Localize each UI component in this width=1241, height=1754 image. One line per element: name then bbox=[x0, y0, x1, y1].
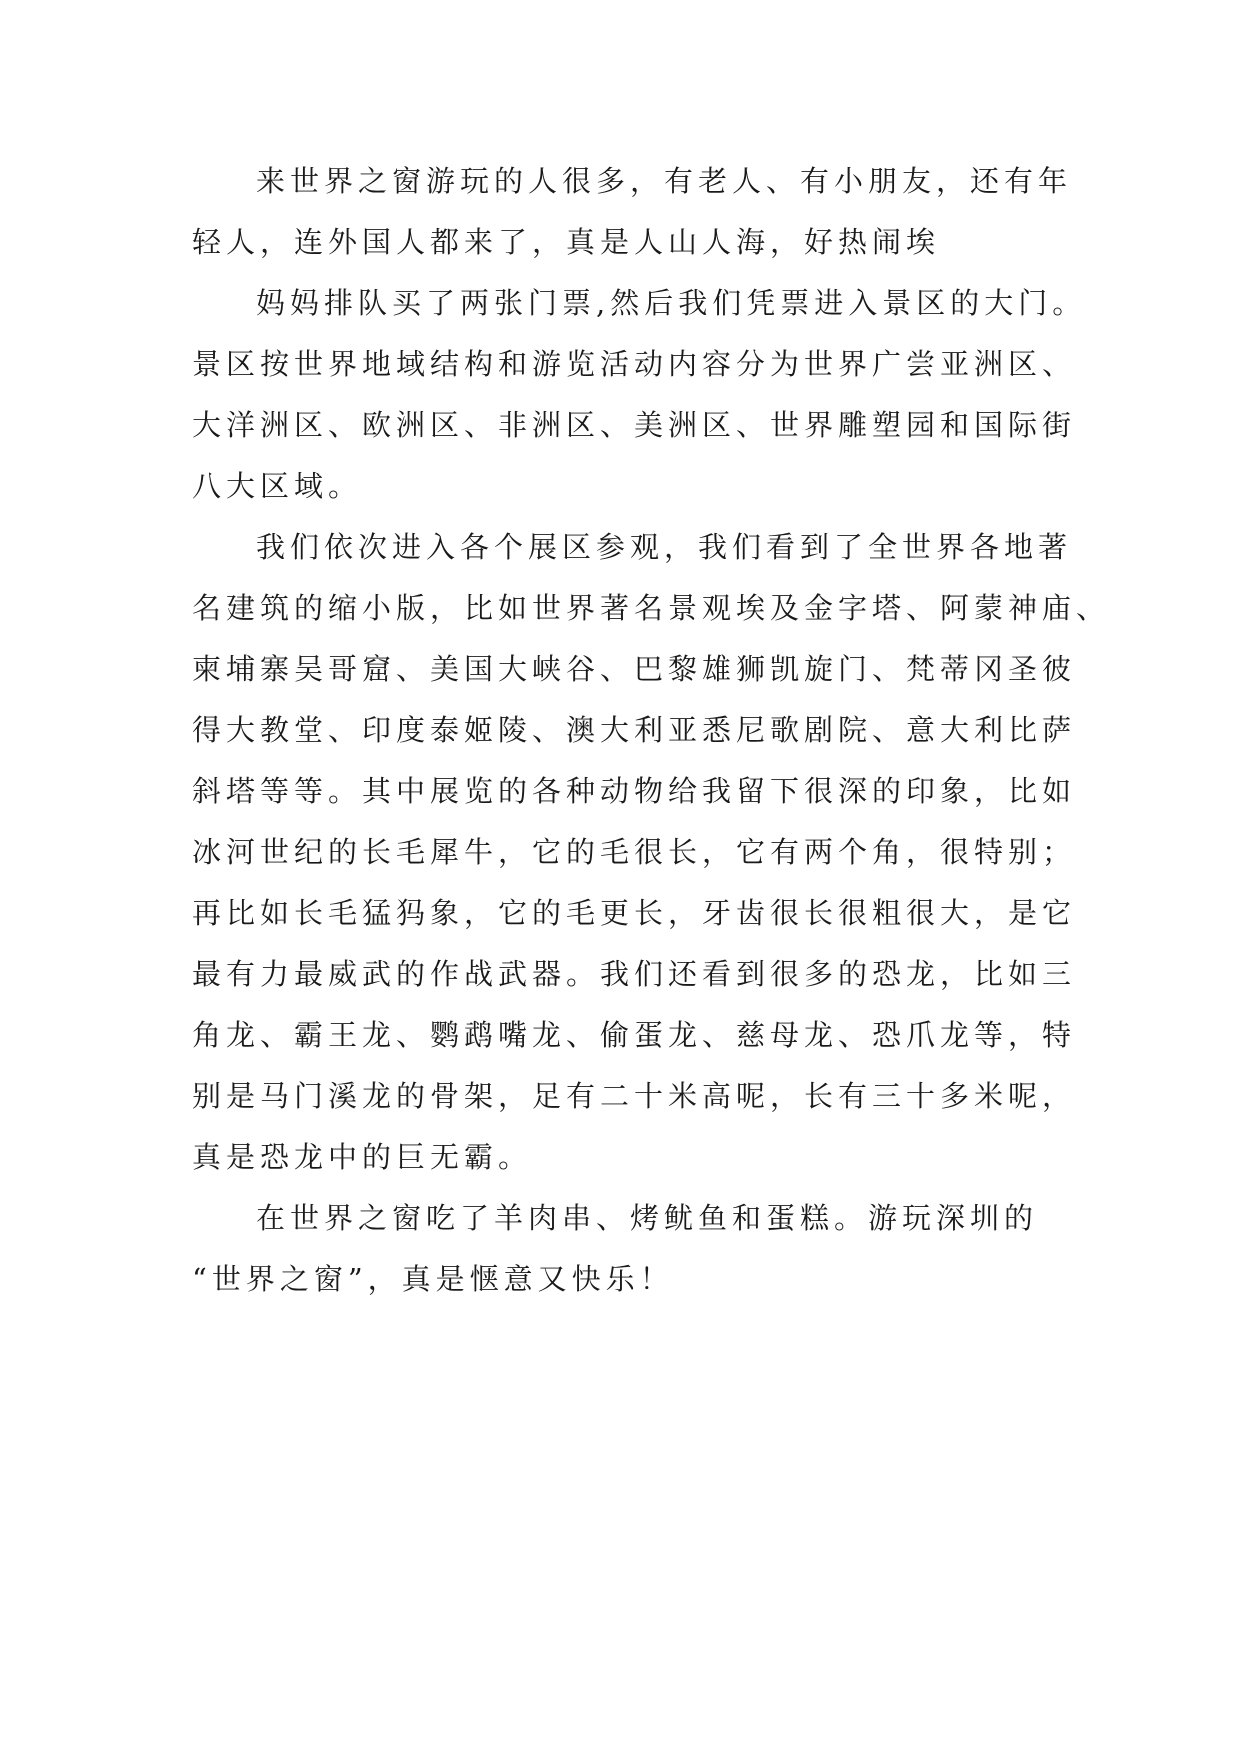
text-line: 名建筑的缩小版，比如世界著名景观埃及金字塔、阿蒙神庙、 bbox=[192, 591, 1111, 625]
text-line: 角龙、霸王龙、鹦鹉嘴龙、偷蛋龙、慈母龙、恐爪龙等，特 bbox=[192, 1018, 1077, 1052]
text-line: 轻人，连外国人都来了，真是人山人海，好热闹埃 bbox=[192, 225, 941, 259]
text-line: 别是马门溪龙的骨架，足有二十米高呢，长有三十多米呢， bbox=[192, 1079, 1077, 1113]
text-line: “世界之窗”，真是惬意又快乐！ bbox=[192, 1262, 674, 1296]
text-line: 来世界之窗游玩的人很多，有老人、有小朋友，还有年 bbox=[256, 164, 1073, 198]
text-line: 再比如长毛猛犸象，它的毛更长，牙齿很长很粗很大，是它 bbox=[192, 896, 1077, 930]
text-line: 在世界之窗吃了羊肉串、烤鱿鱼和蛋糕。游玩深圳的 bbox=[256, 1201, 1039, 1235]
text-line: 大洋洲区、欧洲区、非洲区、美洲区、世界雕塑园和国际街 bbox=[192, 408, 1077, 442]
text-line: 冰河世纪的长毛犀牛，它的毛很长，它有两个角，很特别； bbox=[192, 835, 1077, 869]
text-line: 斜塔等等。其中展览的各种动物给我留下很深的印象，比如 bbox=[192, 774, 1077, 808]
paragraph-1 bbox=[192, 159, 1092, 281]
text-line: 八大区域。 bbox=[192, 469, 363, 503]
paragraph-2 bbox=[192, 281, 1092, 525]
text-line: 景区按世界地域结构和游览活动内容分为世界广尝亚洲区、 bbox=[192, 347, 1077, 381]
text-line: 我们依次进入各个展区参观，我们看到了全世界各地著 bbox=[256, 530, 1073, 564]
text-line: 柬埔寨吴哥窟、美国大峡谷、巴黎雄狮凯旋门、梵蒂冈圣彼 bbox=[192, 652, 1077, 686]
paragraph-4 bbox=[192, 1196, 1092, 1318]
paragraph-3 bbox=[192, 525, 1111, 1196]
text-line: 得大教堂、印度泰姬陵、澳大利亚悉尼歌剧院、意大利比萨 bbox=[192, 713, 1077, 747]
text-line: 妈妈排队买了两张门票,然后我们凭票进入景区的大门。 bbox=[256, 286, 1087, 320]
text-line: 最有力最威武的作战武器。我们还看到很多的恐龙，比如三 bbox=[192, 957, 1077, 991]
body-text bbox=[192, 159, 1111, 1318]
text-line: 真是恐龙中的巨无霸。 bbox=[192, 1140, 533, 1174]
